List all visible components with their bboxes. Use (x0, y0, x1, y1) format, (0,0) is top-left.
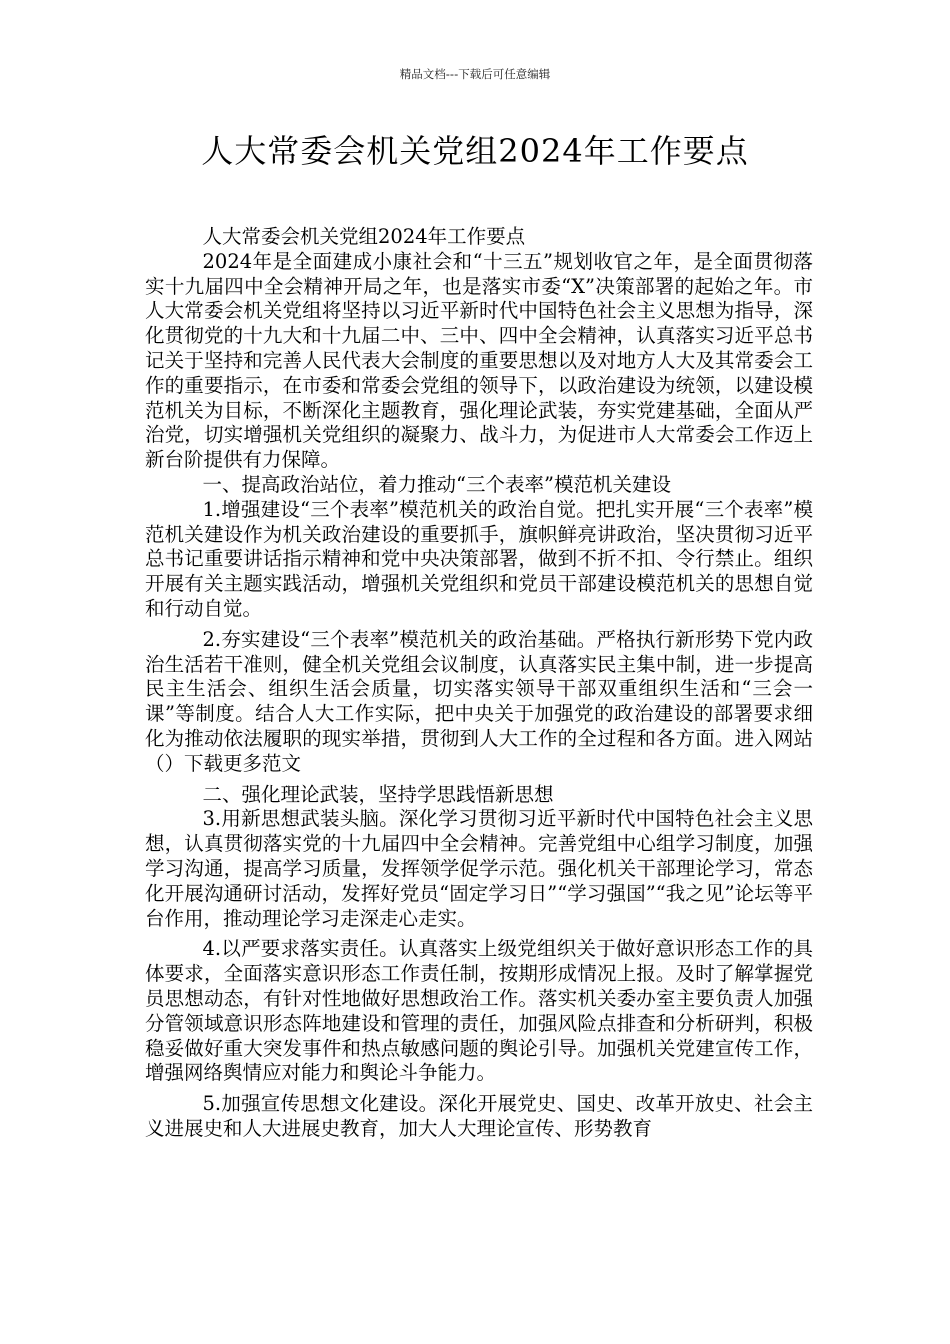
paragraph: 人大常委会机关党组2024年工作要点 (202, 225, 526, 248)
paragraph: 5.加强宣传思想文化建设。深化开展党史、国史、改革开放史、社会主义进展史和人大进展史教育，加大人大理论宣传、形势教育 (145, 1092, 813, 1140)
paragraph: 2.夯实建设“三个表率”模范机关的政治基础。严格执行新形势下党内政治生活若干准则，健全机关党组会议制度，认真落实民主集中制，进一步提高民主生活会、组织生活会质量，切实落实领导干部双重组织生活和“三会一课”等制度。结合人大工作实际，把中央关于加强党的政治建设的部署要求细化为推动依法履职的现实举措，贯彻到人大工作的全过程和各方面。进入网站（）下载更多范文 (145, 627, 813, 775)
section-heading: 一、提高政治站位，着力推动“三个表率”模范机关建设 (202, 472, 671, 496)
paragraph: 4.以严要求落实责任。认真落实上级党组织关于做好意识形态工作的具体要求，全面落实意识形态工作责任制，按期形成情况上报。及时了解掌握党员思想动态，有针对性地做好思想政治工作。落实机关委办室主要负责人加强分管领域意识形态阵地建设和管理的责任，加强风险点排查和分析研判，积极稳妥做好重大突发事件和热点敏感问题的舆论引导。加强机关党建宣传工作，增强网络舆情应对能力和舆论斗争能力。 (145, 937, 813, 1085)
paragraph: 3.用新思想武装头脑。深化学习贯彻习近平新时代中国特色社会主义思想，认真贯彻落实党的十九届四中全会精神。完善党组中心组学习制度，加强学习沟通，提高学习质量，发挥领学促学示范。强化机关干部理论学习，常态化开展沟通研讨活动，发挥好党员“固定学习日”“学习强国”“我之见”论坛等平台作用，推动理论学习走深走心走实。 (145, 807, 813, 930)
document-title: 人大常委会机关党组2024年工作要点 (201, 132, 749, 170)
document-body (145, 225, 813, 1142)
page-header: 精品文档---下载后可任意编辑 (399, 67, 551, 81)
paragraph: 1.增强建设“三个表率”模范机关的政治自觉。把扎实开展“三个表率”模范机关建设作为机关政治建设的重要抓手，旗帜鲜亮讲政治，坚决贯彻习近平总书记重要讲话指示精神和党中央决策部署，做到不折不扣、令行禁止。组织开展有关主题实践活动，增强机关党组织和党员干部建设模范机关的思想自觉和行动自觉。 (145, 497, 813, 620)
paragraph: 2024年是全面建成小康社会和“十三五”规划收官之年，是全面贯彻落实十九届四中全会精神开局之年，也是落实市委“X”决策部署的起始之年。市人大常委会机关党组将坚持以习近平新时代中国特色社会主义思想为指导，深化贯彻党的十九大和十九届二中、三中、四中全会精神，认真落实习近平总书记关于坚持和完善人民代表大会制度的重要思想以及对地方人大及其常委会工作的重要指示，在市委和常委会党组的领导下，以政治建设为统领，以建设模范机关为目标，不断深化主题教育，强化理论武装，夯实党建基础，全面从严治党，切实增强机关党组织的凝聚力、战斗力，为促进市人大常委会工作迈上新台阶提供有力保障。 (145, 249, 813, 472)
section-heading: 二、强化理论武装，坚持学思践悟新思想 (202, 782, 554, 806)
